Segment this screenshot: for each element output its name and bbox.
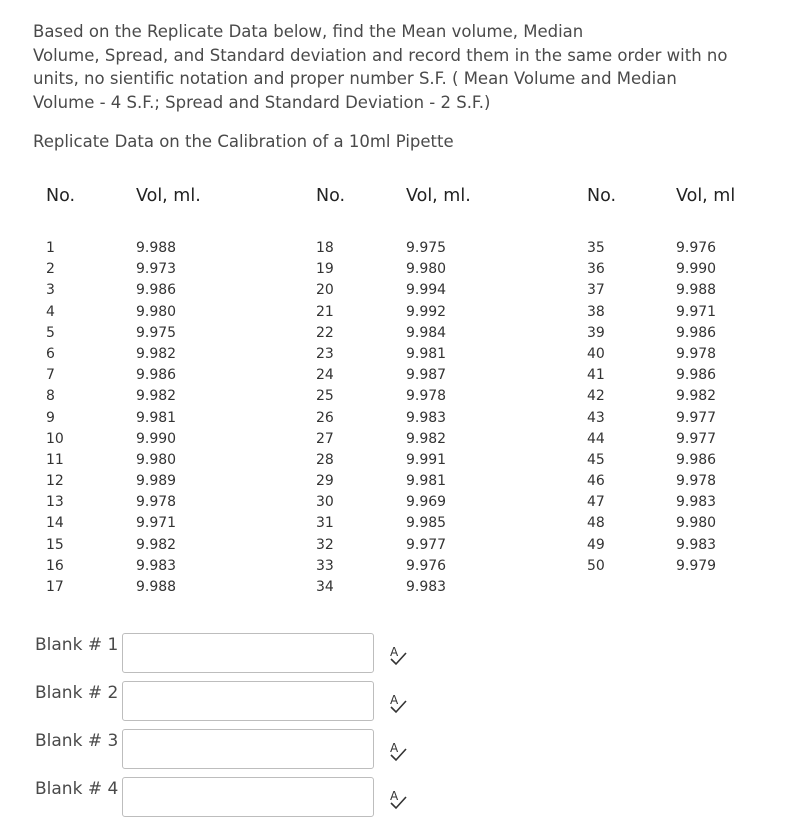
blank-3-input[interactable] — [122, 729, 374, 769]
volume-value: 9.982 — [676, 388, 717, 405]
row-number: 3 — [46, 282, 55, 299]
volume-value: 9.986 — [676, 324, 717, 341]
header-no: No. — [587, 186, 617, 206]
row-number: 18 — [316, 240, 334, 256]
volume-value: 9.990 — [676, 261, 717, 278]
volume-value: 9.989 — [136, 473, 177, 490]
row-number: 41 — [587, 367, 605, 384]
volume-value: 9.977 — [406, 536, 447, 553]
row-number: 7 — [46, 367, 55, 384]
row-number: 44 — [587, 430, 605, 447]
volume-value: 9.986 — [676, 451, 717, 468]
row-number: 28 — [316, 451, 334, 468]
no-column — [587, 239, 605, 578]
volume-value: 9.977 — [676, 430, 717, 447]
question-line: units, no sientific notation and proper number S.F. ( Mean Volume and Median — [33, 69, 677, 88]
volume-value: 9.982 — [136, 345, 177, 362]
blank-1-label: Blank # 1 — [35, 635, 119, 655]
row-number: 35 — [587, 240, 605, 256]
row-number: 11 — [46, 451, 64, 468]
question-line: Based on the Replicate Data below, find the Mean volume, Median — [33, 22, 584, 41]
row-number: 27 — [316, 430, 334, 447]
volume-value: 9.980 — [136, 303, 177, 320]
volume-value: 9.983 — [676, 494, 717, 511]
volume-value: 9.986 — [136, 367, 177, 384]
volume-value: 9.982 — [406, 430, 447, 447]
volume-value: 9.978 — [136, 494, 177, 511]
row-number: 45 — [587, 451, 605, 468]
row-number: 1 — [46, 240, 55, 256]
blank-1-input[interactable] — [122, 633, 374, 673]
row-number: 25 — [316, 388, 334, 405]
row-number: 38 — [587, 303, 605, 320]
row-number: 47 — [587, 494, 605, 511]
row-number: 43 — [587, 409, 605, 426]
row-number: 40 — [587, 345, 605, 362]
volume-value: 9.983 — [676, 536, 717, 553]
volume-value: 9.986 — [676, 367, 717, 384]
row-number: 42 — [587, 388, 605, 405]
volume-value: 9.982 — [136, 388, 177, 405]
volume-value: 9.975 — [136, 324, 177, 341]
question-line: Volume - 4 S.F.; Spread and Standard Deviation - 2 S.F.) — [33, 92, 491, 112]
blank-2-input[interactable] — [122, 681, 374, 721]
vol-column — [676, 239, 716, 578]
row-number: 30 — [316, 494, 334, 511]
blank-2-label: Blank # 2 — [35, 683, 119, 703]
volume-value: 9.983 — [406, 409, 447, 426]
volume-value: 9.987 — [406, 367, 447, 384]
volume-value: 9.976 — [676, 240, 717, 256]
row-number: 20 — [316, 282, 334, 299]
row-number: 13 — [46, 494, 64, 511]
spell-check-icon[interactable] — [388, 788, 408, 810]
row-number: 14 — [46, 515, 64, 532]
volume-value: 9.994 — [406, 282, 447, 299]
blank-4-input[interactable] — [122, 777, 374, 817]
volume-value: 9.984 — [406, 324, 447, 341]
row-number: 23 — [316, 345, 334, 362]
svg-text:A: A — [390, 741, 399, 755]
header-vol: Vol, ml. — [406, 186, 471, 206]
svg-text:A: A — [390, 693, 399, 707]
row-number: 15 — [46, 536, 64, 553]
blank-3-label: Blank # 3 — [35, 731, 119, 751]
row-number: 4 — [46, 303, 55, 320]
volume-value: 9.981 — [136, 409, 177, 426]
volume-value: 9.971 — [136, 515, 177, 532]
svg-text:A: A — [390, 789, 399, 803]
row-number: 10 — [46, 430, 64, 447]
volume-value: 9.976 — [406, 557, 447, 574]
volume-value: 9.971 — [676, 303, 717, 320]
row-number: 50 — [587, 557, 605, 574]
spell-check-icon[interactable] — [388, 740, 408, 762]
row-number: 39 — [587, 324, 605, 341]
row-number: 9 — [46, 409, 55, 426]
row-number: 48 — [587, 515, 605, 532]
volume-value: 9.983 — [406, 579, 447, 595]
volume-value: 9.978 — [676, 473, 717, 490]
no-column — [316, 239, 334, 599]
row-number: 49 — [587, 536, 605, 553]
volume-value: 9.983 — [136, 557, 177, 574]
row-number: 32 — [316, 536, 334, 553]
volume-value: 9.980 — [406, 261, 447, 278]
volume-value: 9.980 — [676, 515, 717, 532]
question-line: Volume, Spread, and Standard deviation and record them in the same order with no — [33, 45, 728, 65]
row-number: 21 — [316, 303, 334, 320]
volume-value: 9.982 — [136, 536, 177, 553]
header-no: No. — [46, 186, 76, 206]
row-number: 22 — [316, 324, 334, 341]
row-number: 37 — [587, 282, 605, 299]
volume-value: 9.986 — [136, 282, 177, 299]
table-title: Replicate Data on the Calibration of a 10ml Pipette — [33, 132, 454, 151]
row-number: 33 — [316, 557, 334, 574]
row-number: 2 — [46, 261, 55, 278]
row-number: 8 — [46, 388, 55, 405]
volume-value: 9.981 — [406, 473, 447, 490]
row-number: 5 — [46, 324, 55, 341]
volume-value: 9.979 — [676, 557, 717, 574]
spell-check-icon[interactable] — [388, 644, 408, 666]
row-number: 17 — [46, 579, 64, 595]
header-no: No. — [316, 186, 346, 206]
question-text — [33, 20, 763, 114]
svg-text:A: A — [390, 645, 399, 659]
row-number: 46 — [587, 473, 605, 490]
vol-column — [136, 239, 176, 599]
no-column — [46, 239, 64, 599]
row-number: 29 — [316, 473, 334, 490]
volume-value: 9.985 — [406, 515, 447, 532]
row-number: 26 — [316, 409, 334, 426]
volume-value: 9.975 — [406, 240, 447, 256]
volume-value: 9.991 — [406, 451, 447, 468]
row-number: 16 — [46, 557, 64, 574]
volume-value: 9.978 — [406, 388, 447, 405]
blank-4-label: Blank # 4 — [35, 779, 119, 799]
row-number: 31 — [316, 515, 334, 532]
vol-column — [406, 239, 446, 599]
volume-value: 9.988 — [676, 282, 717, 299]
volume-value: 9.980 — [136, 451, 177, 468]
header-vol: Vol, ml. — [136, 186, 201, 206]
volume-value: 9.990 — [136, 430, 177, 447]
volume-value: 9.988 — [136, 579, 177, 595]
spell-check-icon[interactable] — [388, 692, 408, 714]
volume-value: 9.977 — [676, 409, 717, 426]
row-number: 19 — [316, 261, 334, 278]
volume-value: 9.973 — [136, 261, 177, 278]
row-number: 12 — [46, 473, 64, 490]
header-vol: Vol, ml — [676, 186, 736, 206]
row-number: 24 — [316, 367, 334, 384]
row-number: 6 — [46, 345, 55, 362]
volume-value: 9.988 — [136, 240, 177, 256]
row-number: 36 — [587, 261, 605, 278]
volume-value: 9.978 — [676, 345, 717, 362]
row-number: 34 — [316, 579, 334, 595]
volume-value: 9.992 — [406, 303, 447, 320]
volume-value: 9.969 — [406, 494, 447, 511]
volume-value: 9.981 — [406, 345, 447, 362]
